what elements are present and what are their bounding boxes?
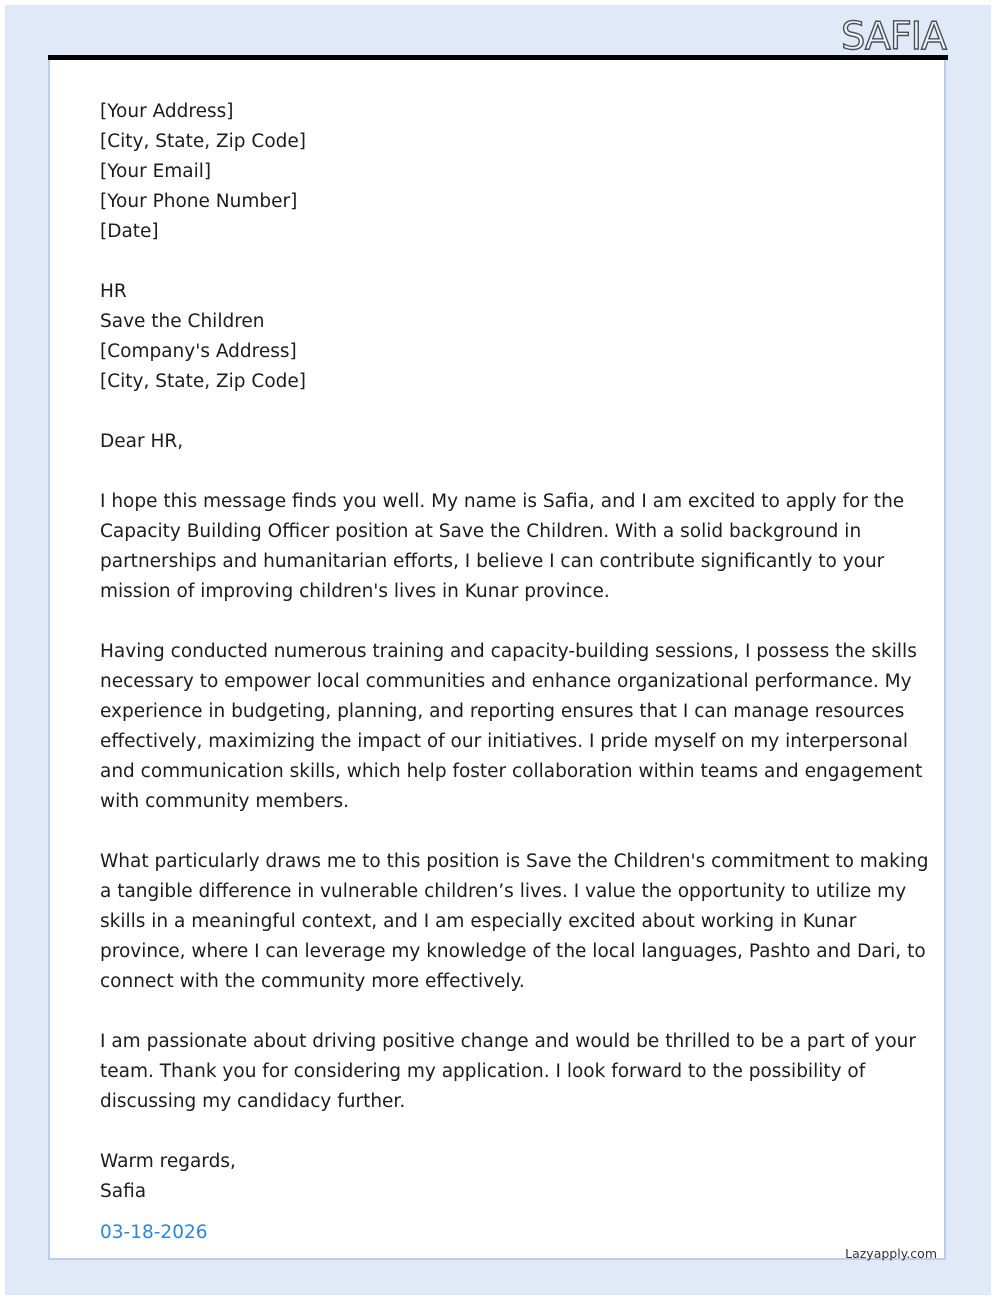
paragraph-line: mission of improving children's lives in Kunar province. (100, 581, 610, 602)
paragraph-line: skills in a meaningful context, and I am especially excited about working in Kunar (100, 911, 857, 932)
sender-address: [Your Address] (100, 101, 234, 122)
sender-block (100, 97, 890, 247)
recipient-city-state-zip: [City, State, Zip Code] (100, 371, 306, 392)
header-rule (48, 55, 948, 60)
recipient-block (100, 277, 890, 397)
document-date: 03-18-2026 (100, 1222, 208, 1243)
paragraph-line: and communication skills, which help foster collaboration within teams and engagement (100, 761, 923, 782)
paragraph-line: experience in budgeting, planning, and reporting ensures that I can manage resources (100, 701, 905, 722)
sender-email: [Your Email] (100, 161, 212, 182)
paragraph-line: I am passionate about driving positive change and would be thrilled to be a part of your (100, 1031, 917, 1052)
paragraph-line: team. Thank you for considering my application. I look forward to the possibility of (100, 1061, 866, 1082)
paragraph-line: province, where I can leverage my knowledge of the local languages, Pashto and Dari, to (100, 941, 926, 962)
sender-city-state-zip: [City, State, Zip Code] (100, 131, 306, 152)
paragraph-3 (100, 847, 929, 997)
paragraph-line: Having conducted numerous training and capacity-building sessions, I possess the skills (100, 641, 917, 662)
closing: Warm regards, (100, 1151, 236, 1172)
paragraph-1 (100, 487, 905, 607)
signature-name: Safia (100, 1181, 147, 1202)
paragraph-line: I hope this message finds you well. My name is Safia, and I am excited to apply for the (100, 491, 905, 512)
paragraph-line: discussing my candidacy further. (100, 1091, 406, 1112)
salutation: Dear HR, (100, 431, 184, 452)
paragraph-line: necessary to empower local communities and enhance organizational performance. My (100, 671, 912, 692)
sender-phone: [Your Phone Number] (100, 191, 298, 212)
recipient-company: Save the Children (100, 311, 265, 332)
brand-logo: SAFIA (841, 14, 946, 58)
cover-letter-body (100, 97, 929, 1207)
paragraph-line: effectively, maximizing the impact of our initiatives. I pride myself on my interpersonal (100, 731, 909, 752)
paragraph-line: Capacity Building Officer position at Save the Children. With a solid background in (100, 521, 862, 542)
paragraph-line: partnerships and humanitarian efforts, I believe I can contribute significantly to your (100, 551, 885, 572)
footer-credit: Lazyapply.com (845, 1246, 937, 1261)
paragraph-4 (100, 1027, 917, 1117)
paragraph-line: What particularly draws me to this position is Save the Children's commitment to making (100, 851, 929, 872)
paragraph-line: with community members. (100, 791, 350, 812)
recipient-name: HR (100, 281, 127, 302)
recipient-address: [Company's Address] (100, 341, 297, 362)
paragraph-line: a tangible difference in vulnerable children’s lives. I value the opportunity to utilize my (100, 881, 907, 902)
paragraph-2 (100, 637, 923, 817)
paragraph-line: connect with the community more effectively. (100, 971, 525, 992)
sender-date: [Date] (100, 221, 159, 242)
